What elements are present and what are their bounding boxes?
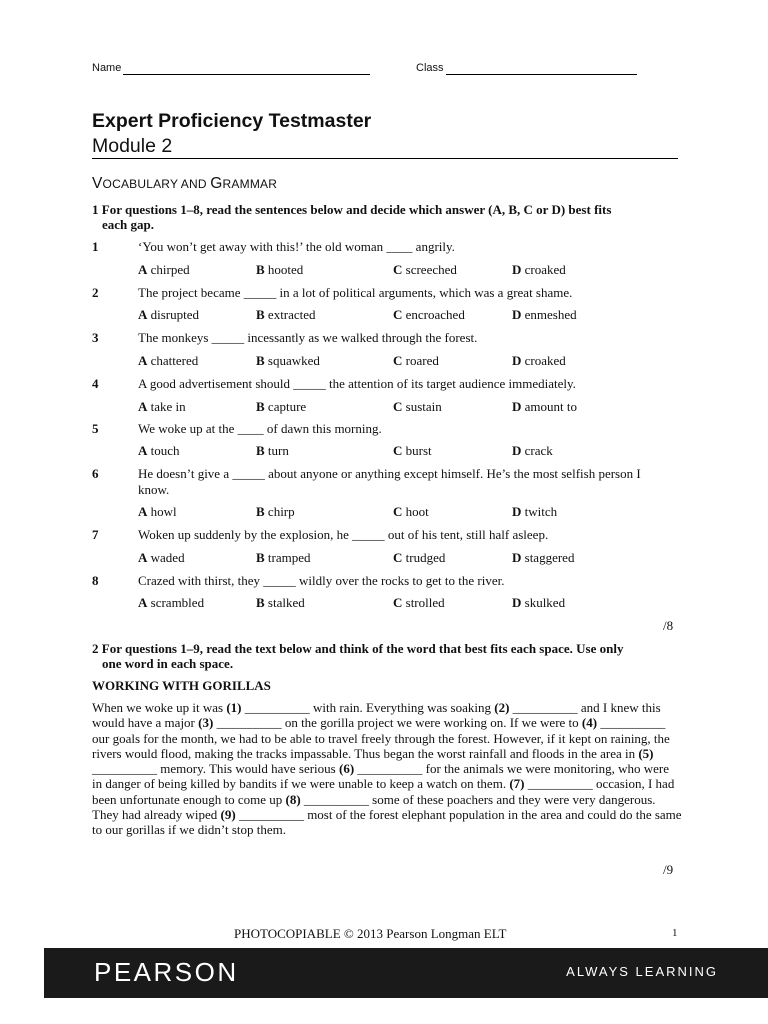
part1-score: /8 bbox=[663, 618, 674, 633]
gap-number: (4) bbox=[581, 715, 598, 731]
option-c[interactable]: C sustain bbox=[393, 399, 442, 414]
option-d[interactable]: D crack bbox=[512, 443, 553, 458]
option-a[interactable]: A take in bbox=[138, 399, 186, 414]
option-a[interactable]: A chattered bbox=[138, 353, 199, 368]
option-d[interactable]: D staggered bbox=[512, 550, 575, 565]
option-d[interactable]: D twitch bbox=[512, 504, 558, 519]
brand-bar bbox=[44, 948, 768, 998]
option-b[interactable]: B turn bbox=[256, 443, 289, 458]
option-b[interactable]: B capture bbox=[256, 399, 307, 414]
passage-text: __________ for the animals we were monitoring, who were in danger of being killed by bandits if we were unable to keep a watch on them. bbox=[92, 761, 669, 792]
option-a[interactable]: A waded bbox=[138, 550, 185, 565]
gap-number: (6) bbox=[338, 761, 355, 777]
question-number: 1 bbox=[92, 239, 99, 254]
passage-text: __________ and I knew this would have a major bbox=[92, 700, 661, 731]
passage-text: When we woke up it was bbox=[92, 700, 227, 715]
class-label: Class bbox=[416, 62, 444, 74]
question-number: 2 bbox=[92, 285, 99, 300]
question-text: We woke up at the ____ of dawn this morning. bbox=[138, 421, 382, 436]
name-field-line[interactable] bbox=[123, 74, 370, 75]
pearson-logo: PEARSON bbox=[94, 957, 239, 987]
question-text: ‘You won’t get away with this!’ the old woman ____ angrily. bbox=[138, 239, 455, 254]
option-a[interactable]: A howl bbox=[138, 504, 177, 519]
option-d[interactable]: D croaked bbox=[512, 262, 566, 277]
page-number: 1 bbox=[672, 927, 678, 939]
option-a[interactable]: A touch bbox=[138, 443, 180, 458]
module-title: Module 2 bbox=[92, 135, 173, 157]
option-a[interactable]: A disrupted bbox=[138, 307, 200, 322]
gap-number: (3) bbox=[198, 715, 214, 731]
option-b[interactable]: B stalked bbox=[256, 595, 305, 610]
question-number: 7 bbox=[92, 527, 99, 542]
passage-text: __________ with rain. Everything was soaking bbox=[241, 700, 495, 715]
option-c[interactable]: C screeched bbox=[393, 262, 457, 277]
passage-text: __________ memory. This would have serious bbox=[92, 761, 339, 777]
question-text: Woken up suddenly by the explosion, he _____ out of his tent, still half asleep. bbox=[138, 527, 549, 542]
question-text: He doesn’t give a _____ about anyone or anything except himself. He’s the most selfish person I know. bbox=[138, 466, 641, 497]
document-title: Expert Proficiency Testmaster bbox=[92, 110, 372, 132]
title-divider bbox=[92, 158, 678, 159]
option-d[interactable]: D croaked bbox=[512, 353, 566, 368]
gap-number: (9) bbox=[220, 807, 236, 823]
copyright-notice: PHOTOCOPIABLE © 2013 Pearson Longman ELT bbox=[234, 926, 507, 941]
gap-number: (1) bbox=[226, 700, 242, 715]
part2-score: /9 bbox=[663, 862, 674, 877]
question-number: 5 bbox=[92, 421, 99, 436]
option-c[interactable]: C burst bbox=[393, 443, 432, 458]
gap-number: (7) bbox=[509, 776, 525, 792]
option-d[interactable]: D enmeshed bbox=[512, 307, 577, 322]
gap-number: (2) bbox=[494, 700, 510, 715]
question-text: A good advertisement should _____ the attention of its target audience immediately. bbox=[138, 376, 576, 391]
option-d[interactable]: D amount to bbox=[512, 399, 577, 414]
question-text: The monkeys _____ incessantly as we walked through the forest. bbox=[138, 330, 478, 345]
option-a[interactable]: A chirped bbox=[138, 262, 190, 277]
cloze-passage bbox=[92, 700, 682, 838]
part1-instructions: 1 For questions 1–8, read the sentences below and decide which answer (A, B, C or D) best fits each gap. bbox=[92, 202, 612, 232]
question-number: 3 bbox=[92, 330, 99, 345]
option-b[interactable]: B chirp bbox=[256, 504, 295, 519]
name-label: Name bbox=[92, 62, 122, 74]
option-b[interactable]: B tramped bbox=[256, 550, 311, 565]
brand-tagline: ALWAYS LEARNING bbox=[566, 964, 718, 979]
question-text: Crazed with thirst, they _____ wildly over the rocks to get to the river. bbox=[138, 573, 505, 588]
option-c[interactable]: C hoot bbox=[393, 504, 429, 519]
passage-text: __________ our goals for the month, we had to be able to travel freely through the forest. However, if it kept on raining, the rivers would flood, making the tracks impassable. Thus began the worst rainfall and floods in the area in bbox=[92, 715, 670, 761]
gap-number: (5) bbox=[638, 745, 654, 761]
passage-text: __________ most of the forest elephant population in the area and could do the same to our gorillas if we didn’t stop them. bbox=[92, 807, 682, 838]
section-heading: VOCABULARY AND GRAMMAR bbox=[92, 175, 278, 192]
option-c[interactable]: C encroached bbox=[393, 307, 465, 322]
question-number: 4 bbox=[92, 376, 99, 391]
option-a[interactable]: A scrambled bbox=[138, 595, 205, 610]
option-b[interactable]: B hooted bbox=[256, 262, 304, 277]
passage-title: WORKING WITH GORILLAS bbox=[92, 678, 271, 693]
option-b[interactable]: B squawked bbox=[256, 353, 320, 368]
class-field-line[interactable] bbox=[446, 74, 637, 75]
option-b[interactable]: B extracted bbox=[256, 307, 316, 322]
passage-text: __________ on the gorilla project we were working on. If we were to bbox=[213, 715, 582, 731]
gap-number: (8) bbox=[285, 791, 301, 807]
passage-text: __________ some of these poachers and they were very dangerous. They had already wiped bbox=[92, 791, 656, 823]
option-d[interactable]: D skulked bbox=[512, 595, 566, 610]
question-text: The project became _____ in a lot of political arguments, which was a great shame. bbox=[138, 285, 573, 300]
question-number: 6 bbox=[92, 466, 99, 481]
part2-instructions: 2 For questions 1–9, read the text below and think of the word that best fits each space. Use only one word in each space. bbox=[92, 641, 624, 671]
option-c[interactable]: C trudged bbox=[393, 550, 446, 565]
passage-text: __________ occasion, I had been unfortunate enough to come up bbox=[92, 776, 675, 807]
option-c[interactable]: C strolled bbox=[393, 595, 445, 610]
option-c[interactable]: C roared bbox=[393, 353, 439, 368]
question-number: 8 bbox=[92, 573, 99, 588]
